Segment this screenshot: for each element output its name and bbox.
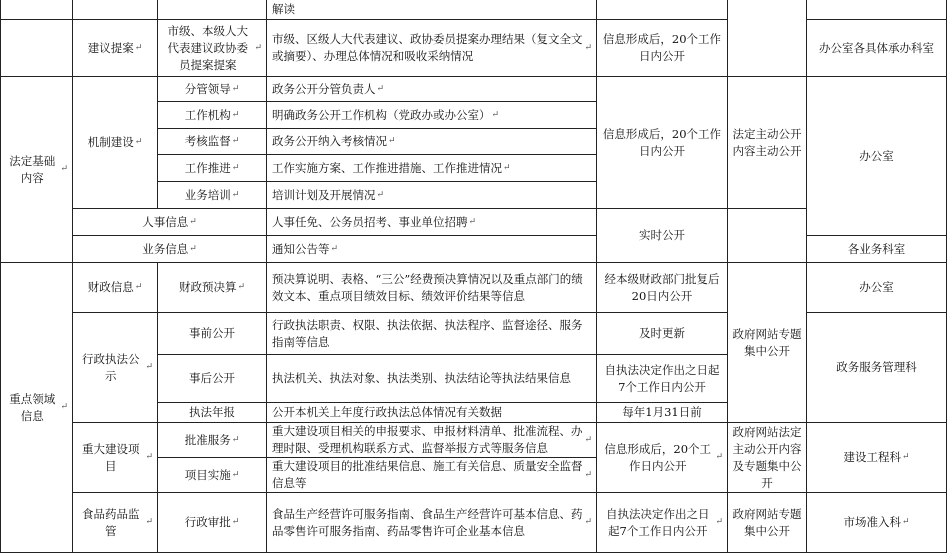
timing-annual-report: 每年1月31日前 bbox=[597, 403, 728, 423]
method-food-drug: 政府网站专题集中公开 bbox=[728, 493, 807, 553]
category-cell-top bbox=[73, 0, 158, 20]
subitem-suggestions: 市级、本级人大代表建议政协委员提案提案 ↵ bbox=[158, 20, 267, 77]
subitem-pre-disclosure: 事前公开 bbox=[158, 313, 267, 355]
subitem-leadership: 分管领导 ↵ bbox=[158, 77, 267, 102]
subitem-agency: 工作机构 ↵ bbox=[158, 102, 267, 129]
content-approval-service: 重大建设项目相关的申报要求、申报材料清单、批准流程、办理时限、受理机构联系方式、监督举报方式等服务信息 ↵ bbox=[267, 423, 597, 458]
content-agency: 明确政务公开工作机构（党政办或办公室） ↵ bbox=[267, 102, 597, 129]
content-budget: 预决算说明、表格、“三公”经费预决算情况以及重点部门的绩效文本、重点项目绩效目标、绩效评价结果等信息 bbox=[267, 263, 597, 313]
subitem-implementation: 项目实施 ↵ bbox=[158, 458, 267, 493]
content-leadership: 政务公开分管负责人 ↵ bbox=[267, 77, 597, 102]
timing-mechanism: 信息形成后，20个工作日内公开 bbox=[597, 77, 728, 209]
category-suggestions: 建议提案 ↵ bbox=[73, 20, 158, 77]
timing-cell-top bbox=[597, 0, 728, 20]
content-suggestions: 市级、区级人大代表建议、政协委员提案办理结果（复文全文或摘要）、办理总体情况和吸收采纳情况 ↵ bbox=[267, 20, 597, 77]
category-personnel: 人事信息 ↵ bbox=[73, 209, 267, 236]
timing-post-disclosure: 自执法决定作出之日起7个工作日内公开 bbox=[597, 355, 728, 403]
subitem-post-disclosure: 事后公开 bbox=[158, 355, 267, 403]
dept-enforcement: 政务服务管理科 bbox=[807, 313, 947, 423]
dept-suggestions: 办公室各具体承办科室 bbox=[807, 20, 947, 77]
subitem-admin-approval: 行政审批 ↵ bbox=[158, 493, 267, 553]
category-business: 业务信息 ↵ bbox=[73, 236, 267, 263]
timing-suggestions: 信息形成后，20个工作日内公开 bbox=[597, 20, 728, 77]
content-assessment: 政务公开纳入考核情况 ↵ bbox=[267, 129, 597, 155]
dept-finance: 办公室 bbox=[807, 263, 947, 313]
subitem-progress: 工作推进 ↵ bbox=[158, 155, 267, 182]
content-pre-disclosure: 行政执法职责、权限、执法依据、执法程序、监督途径、服务指南等信息 bbox=[267, 313, 597, 355]
category-food-drug: 食品药品监管 ↵ bbox=[73, 493, 158, 553]
content-personnel: 人事任免、公务员招考、事业单位招聘 ↵ bbox=[267, 209, 597, 236]
subitem-assessment: 考核监督 ↵ bbox=[158, 129, 267, 155]
method-portal: 政府网站专题集中公开 bbox=[728, 263, 807, 423]
timing-construction: 信息形成后，20个工作日内公开 ↵ bbox=[597, 423, 728, 493]
dept-office-legal: 办公室 bbox=[807, 77, 947, 236]
section-legal-basic: 法定基础内容 ↵ bbox=[0, 77, 73, 263]
method-construction: 政府网站法定主动公开内容及专题集中公开 bbox=[728, 423, 807, 493]
content-implementation: 重大建设项目的批准结果信息、施工有关信息、质量安全监督信息等 ↵ bbox=[267, 458, 597, 493]
content-post-disclosure: 执法机关、执法对象、执法类别、执法结论等执法结果信息 bbox=[267, 355, 597, 403]
category-finance: 财政信息 ↵ bbox=[73, 263, 158, 313]
method-legal: 法定主动公开内容主动公开 bbox=[728, 77, 807, 209]
subitem-approval-service: 批准服务 ↵ bbox=[158, 423, 267, 458]
category-mechanism: 机制建设 ↵ bbox=[73, 77, 158, 209]
dept-construction: 建设工程科 ↵ bbox=[807, 423, 947, 493]
dept-food-drug: 市场准入科 ↵ bbox=[807, 493, 947, 553]
timing-realtime: 实时公开 bbox=[597, 209, 728, 263]
dept-business: 各业务科室 bbox=[807, 236, 947, 263]
subitem-training: 业务培训 ↵ bbox=[158, 182, 267, 209]
timing-pre-disclosure: 及时更新 bbox=[597, 313, 728, 355]
content-progress: 工作实施方案、工作推进措施、工作推进情况 ↵ bbox=[267, 155, 597, 182]
subitem-cell-top bbox=[158, 0, 267, 20]
timing-food-drug: 自执法决定作出之日起7个工作日内公开 ↵ bbox=[597, 493, 728, 553]
content-annual-report: 公开本机关上年度行政执法总体情况有关数据 bbox=[267, 403, 597, 423]
category-enforcement: 行政执法公示 ↵ bbox=[73, 313, 158, 423]
section-key-areas: 重点领域信息 ↵ bbox=[0, 263, 73, 553]
content-cell-top: 解读 bbox=[267, 0, 597, 20]
content-business: 通知公告等 ↵ bbox=[267, 236, 597, 263]
content-admin-approval: 食品生产经营许可服务指南、食品生产经营许可基本信息、药品零售许可服务指南、药品零售许可企业基本信息 ↵ bbox=[267, 493, 597, 553]
method-blank-mid bbox=[728, 209, 807, 263]
subitem-budget: 财政预决算 ↵ bbox=[158, 263, 267, 313]
dept-cell-top bbox=[807, 0, 947, 20]
category-construction: 重大建设项目 ↵ bbox=[73, 423, 158, 493]
method-cell-top bbox=[728, 0, 807, 77]
timing-budget: 经本级财政部门批复后20日内公开 bbox=[597, 263, 728, 313]
section-cell-suggestions bbox=[0, 20, 73, 77]
section-cell-top bbox=[0, 0, 73, 20]
content-training: 培训计划及开展情况 ↵ bbox=[267, 182, 597, 209]
subitem-annual-report: 执法年报 bbox=[158, 403, 267, 423]
